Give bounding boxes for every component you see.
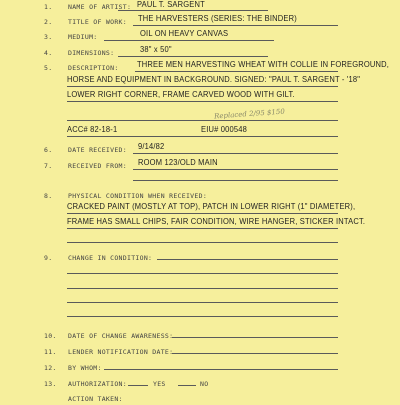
physical-condition-line-1: CRACKED PAINT (MOSTLY AT TOP), PATCH IN LOWER RIGHT (1" DIAMETER), (67, 202, 356, 211)
field-label: LENDER NOTIFICATION DATE: (68, 348, 174, 356)
field-number: 2. (44, 18, 53, 26)
field-date-received (0, 141, 400, 155)
artist-value: PAUL T. SARGENT (137, 0, 205, 9)
field-physical-condition (0, 187, 400, 201)
underline (172, 353, 338, 354)
dimensions-value: 38" x 50" (140, 45, 172, 54)
field-label: DIMENSIONS: (68, 49, 115, 57)
description-continuation (0, 74, 400, 88)
physical-condition-line-2: FRAME HAS SMALL CHIPS, FAIR CONDITION, WIRE HANGER, STICKER INTACT. (67, 217, 366, 226)
field-label: AUTHORIZATION: (68, 380, 127, 388)
field-label: NAME OF ARTIST: (68, 3, 132, 11)
blank-row (0, 306, 400, 320)
description-continuation (0, 89, 400, 103)
underline (133, 180, 338, 181)
field-authorization (0, 375, 400, 389)
underline (135, 71, 338, 72)
underline (118, 10, 268, 11)
field-label: DATE RECEIVED: (68, 146, 127, 154)
underline (67, 136, 338, 137)
field-number: 3. (44, 33, 53, 41)
field-number: 1. (44, 3, 53, 11)
underline (67, 120, 338, 121)
underline (118, 56, 268, 57)
field-label: TITLE OF WORK: (68, 18, 127, 26)
blank-row (0, 170, 400, 184)
underline (133, 25, 338, 26)
underline (104, 40, 274, 41)
underline (157, 259, 338, 260)
physical-condition-continuation (0, 201, 400, 215)
underline (67, 288, 338, 289)
description-line-1: THREE MEN HARVESTING WHEAT WITH COLLIE IN FOREGROUND, (137, 60, 390, 69)
underline (67, 213, 338, 214)
field-title (0, 13, 400, 27)
accession-row (0, 122, 400, 136)
description-line-3: LOWER RIGHT CORNER, FRAME CARVED WOOD WITH GILT. (67, 90, 295, 99)
underline (172, 337, 338, 338)
field-number: 7. (44, 162, 53, 170)
blank-row (0, 230, 400, 244)
handwritten-note: Replaced 2/95 $150 (213, 107, 286, 121)
no-label: NO (200, 380, 209, 388)
field-number: 9. (44, 254, 53, 262)
field-change-condition (0, 249, 400, 263)
handwritten-row (0, 106, 400, 120)
underline (67, 242, 338, 243)
title-value: THE HARVESTERS (SERIES: THE BINDER) (138, 14, 297, 23)
field-number: 12. (44, 364, 57, 372)
underline (133, 153, 338, 154)
field-action-taken (0, 390, 400, 404)
underline (67, 316, 338, 317)
medium-value: OIL ON HEAVY CANVAS (140, 29, 229, 38)
field-number: 4. (44, 49, 53, 57)
underline (67, 228, 338, 229)
field-label: BY WHOM: (68, 364, 102, 372)
blank-row (0, 263, 400, 277)
accession-number: ACC# 82-18-1 (67, 125, 118, 134)
field-description (0, 59, 400, 73)
field-by-whom (0, 359, 400, 373)
field-received-from (0, 157, 400, 171)
field-label: RECEIVED FROM: (68, 162, 127, 170)
field-label: PHYSICAL CONDITION WHEN RECEIVED: (68, 192, 208, 200)
field-number: 5. (44, 64, 53, 72)
underline (67, 86, 338, 87)
field-label: DATE OF CHANGE AWARENESS: (68, 332, 174, 340)
field-number: 8. (44, 192, 53, 200)
field-number: 6. (44, 146, 53, 154)
yes-blank (128, 385, 148, 386)
description-line-2: HORSE AND EQUIPMENT IN BACKGROUND. SIGNED: "PAUL T. SARGENT - '18" (67, 75, 361, 84)
yes-label: YES (153, 380, 166, 388)
field-lender-notification (0, 343, 400, 357)
field-number: 11. (44, 348, 57, 356)
underline (67, 302, 338, 303)
field-artist (0, 0, 400, 12)
field-label: MEDIUM: (68, 33, 98, 41)
field-label: DESCRIPTION: (68, 64, 119, 72)
date-received-value: 9/14/82 (138, 142, 165, 151)
field-label: ACTION TAKEN: (68, 395, 123, 403)
received-from-value: ROOM 123/OLD MAIN (138, 158, 218, 167)
field-number: 13. (44, 380, 57, 388)
underline (67, 101, 338, 102)
field-label: CHANGE IN CONDITION: (68, 254, 153, 262)
physical-condition-continuation (0, 216, 400, 230)
field-number: 10. (44, 332, 57, 340)
field-medium (0, 28, 400, 42)
ein-number: EIU# 000548 (201, 125, 247, 134)
underline (104, 369, 338, 370)
blank-row (0, 292, 400, 306)
blank-row (0, 278, 400, 292)
field-date-change (0, 327, 400, 341)
no-blank (178, 385, 196, 386)
underline (67, 273, 338, 274)
field-dimensions (0, 44, 400, 58)
